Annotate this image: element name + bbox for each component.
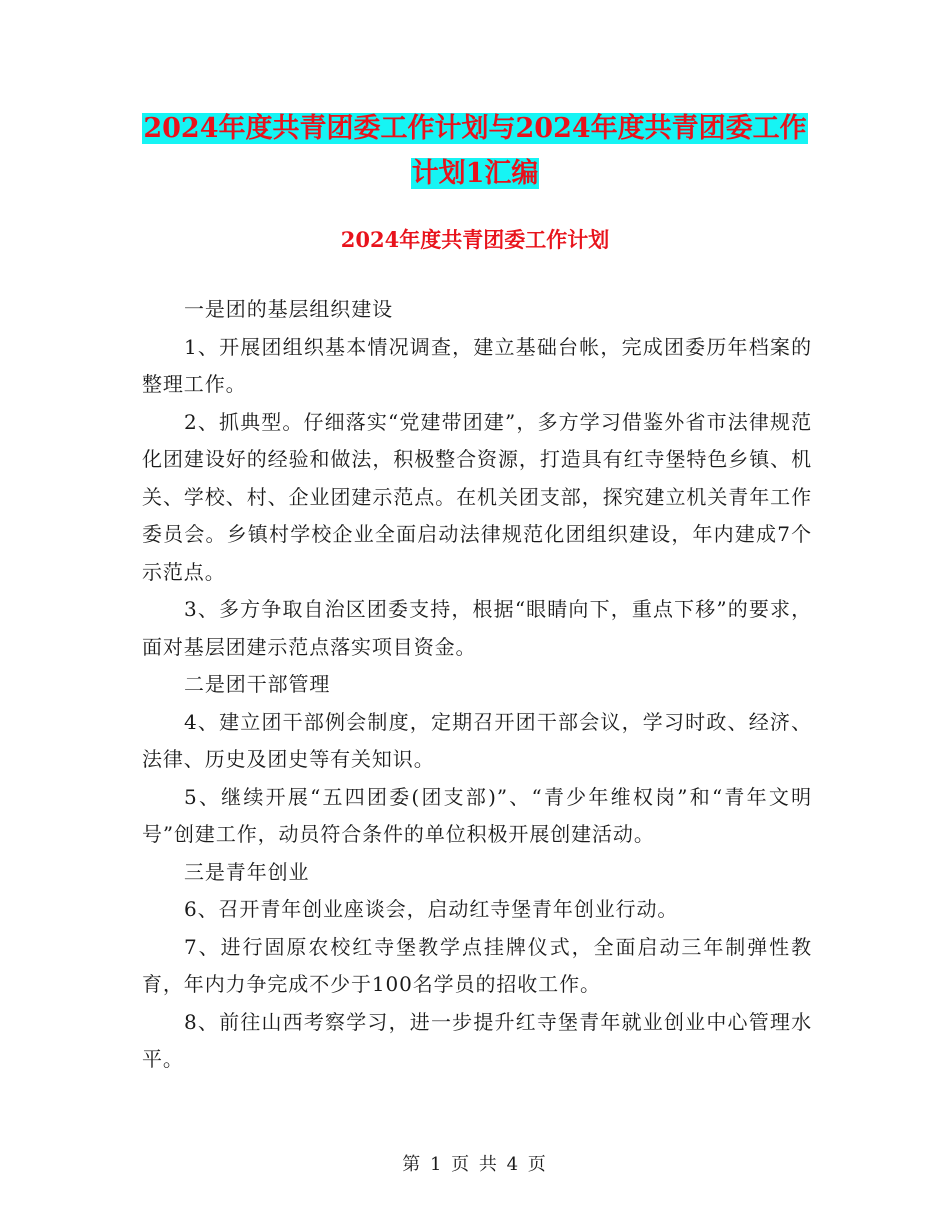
document-title-line-2 (0, 156, 950, 192)
paragraph-item-6: 6、召开青年创业座谈会，启动红寺堡青年创业行动。 (184, 897, 679, 921)
title-highlight-1: 2024年度共青团委工作计划与2024年度共青团委工作 (143, 113, 807, 144)
paragraph-item-2: 2、抓典型。仔细落实“党建带团建”，多方学习借鉴外省市法律规范化团建设好的经验和做法，积极整合资源，打造具有红寺堡特色乡镇、机关、学校、村、企业团建示范点。在机关团支部，探究建立机关青年工作委员会。乡镇村学校企业全面启动法律规范化团组织建设，年内建成7个示范点。 (142, 409, 812, 584)
document-body (142, 291, 812, 1079)
page-footer: 第 1 页 共 4 页 (402, 1154, 548, 1175)
section-heading-3: 三是青年创业 (184, 859, 310, 884)
section-title: 2024年度共青团委工作计划 (340, 227, 610, 252)
paragraph-item-7: 7、进行固原农校红寺堡教学点挂牌仪式，全面启动三年制弹性教育，年内力争完成不少于100名学员的招收工作。 (142, 934, 812, 996)
section-heading-1: 一是团的基层组织建设 (184, 297, 393, 321)
section-heading-2: 二是团干部管理 (184, 672, 331, 696)
paragraph-item-8: 8、前往山西考察学习，进一步提升红寺堡青年就业创业中心管理水平。 (142, 1009, 812, 1071)
title-highlight-2: 计划1汇编 (411, 158, 539, 189)
document-title-line-1 (0, 111, 950, 147)
paragraph-item-1: 1、开展团组织基本情况调查，建立基础台帐，完成团委历年档案的整理工作。 (142, 334, 812, 396)
paragraph-item-5: 5、继续开展“五四团委(团支部)”、“青少年维权岗”和“青年文明号”创建工作，动员符合条件的单位积极开展创建活动。 (142, 784, 812, 846)
paragraph-item-3: 3、多方争取自治区团委支持，根据“眼睛向下，重点下移”的要求，面对基层团建示范点落实项目资金。 (142, 597, 812, 659)
paragraph-item-4: 4、建立团干部例会制度，定期召开团干部会议，学习时政、经济、法律、历史及团史等有关知识。 (142, 709, 812, 771)
